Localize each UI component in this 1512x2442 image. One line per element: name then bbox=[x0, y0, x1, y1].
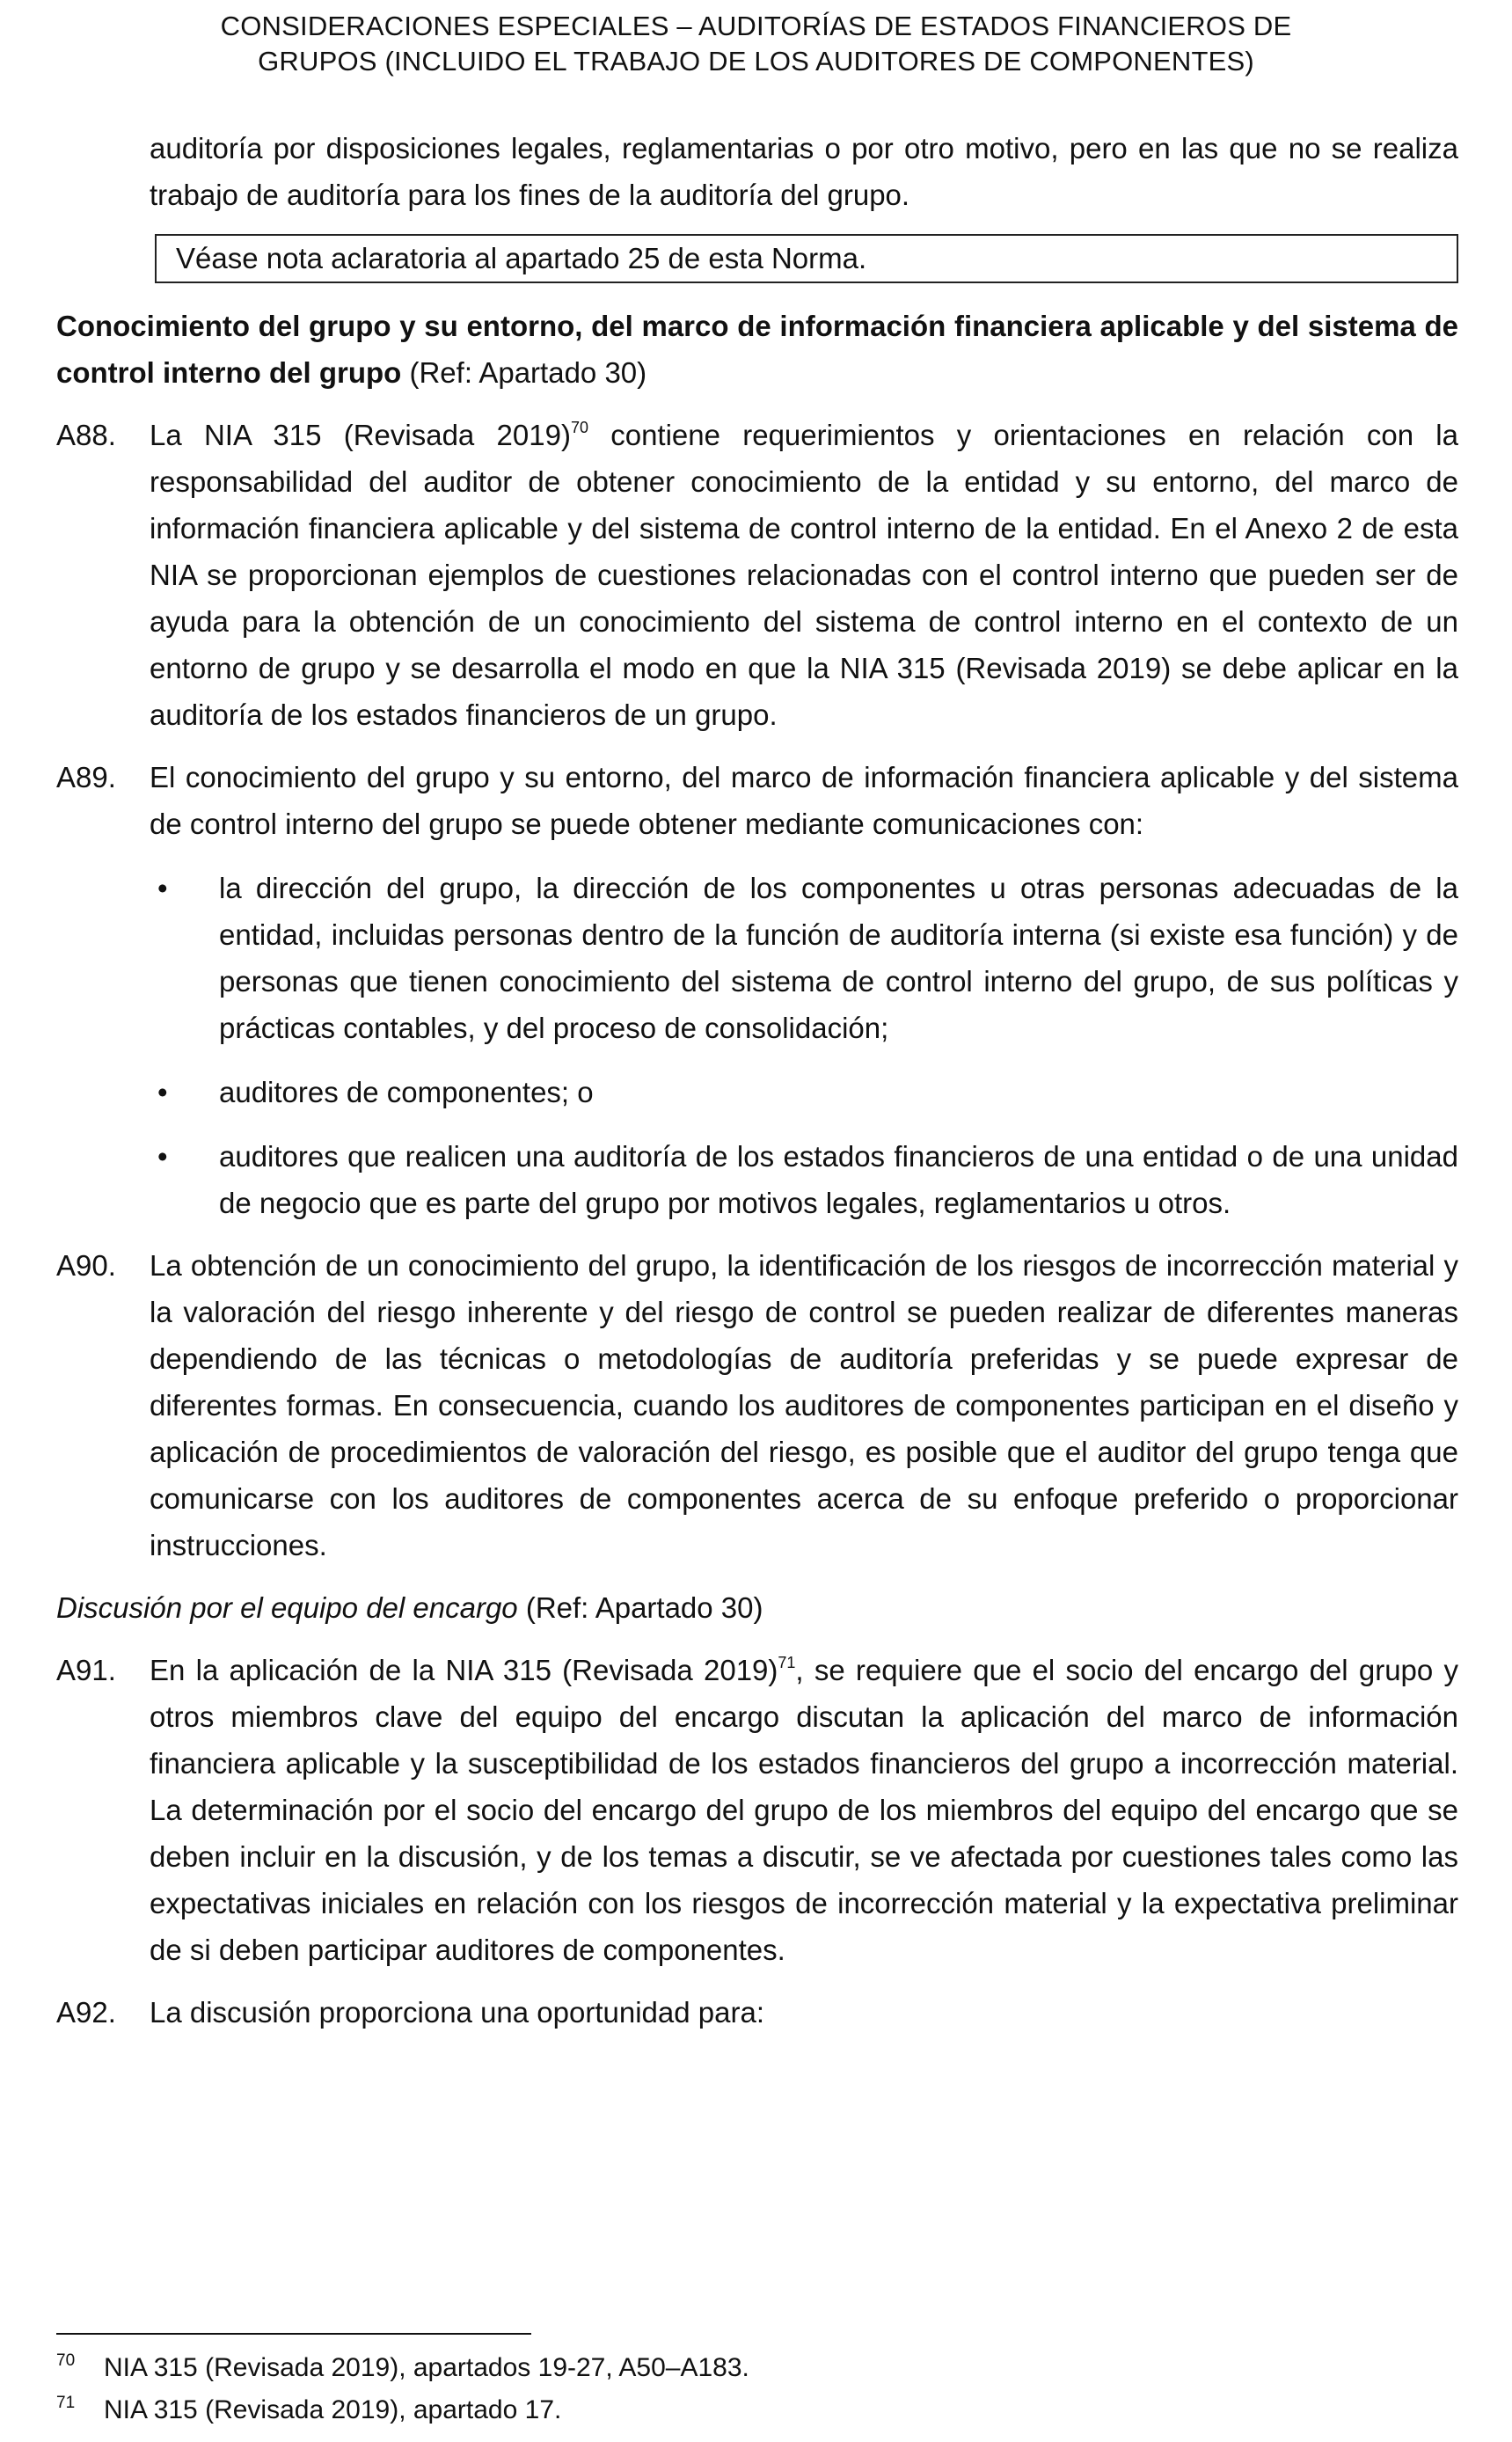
paragraph-number: A89. bbox=[56, 761, 116, 793]
running-header-line-2: GRUPOS (INCLUIDO EL TRABAJO DE LOS AUDITORES DE COMPONENTES) bbox=[258, 46, 1254, 77]
section-heading-group-knowledge bbox=[56, 303, 1458, 396]
footnote-ref-70[interactable]: 70 bbox=[570, 419, 588, 436]
bullet-symbol: • bbox=[157, 1076, 168, 1108]
paragraph-text: El conocimiento del grupo y su entorno, del marco de información financiera aplicable y del sistema de control interno del grupo se puede obtener mediante comunicaciones con: bbox=[150, 761, 1458, 840]
section-heading-reference: (Ref: Apartado 30) bbox=[401, 356, 647, 389]
bullet-item bbox=[56, 1133, 1458, 1226]
paragraph-a90 bbox=[56, 1242, 1458, 1568]
section-heading-text: Conocimiento del grupo y su entorno, del marco de información financiera aplicable y del sistema de control interno del grupo bbox=[56, 310, 1458, 389]
footnote-text: NIA 315 (Revisada 2019), apartados 19-27, A50–A183. bbox=[104, 2353, 749, 2382]
paragraph-number: A88. bbox=[56, 419, 116, 451]
paragraph-a92 bbox=[56, 1989, 1458, 2036]
section-heading-reference: (Ref: Apartado 30) bbox=[517, 1591, 763, 1624]
paragraph-text-part: La NIA 315 (Revisada 2019) bbox=[150, 419, 571, 451]
footnote-70 bbox=[56, 2347, 1458, 2389]
bullet-item bbox=[56, 1069, 1458, 1115]
footnote-number: 71 bbox=[56, 2394, 76, 2412]
footnote-ref-71[interactable]: 71 bbox=[778, 1654, 796, 1671]
bullet-symbol: • bbox=[157, 872, 168, 904]
paragraph-number: A91. bbox=[56, 1654, 116, 1686]
paragraph-a88 bbox=[56, 412, 1458, 738]
paragraph-text-part: En la aplicación de la NIA 315 (Revisada 2019) bbox=[150, 1654, 778, 1686]
bullet-symbol: • bbox=[157, 1140, 168, 1173]
paragraph-text: La obtención de un conocimiento del grupo, la identificación de los riesgos de incorrección material y la valoración del riesgo inherente y del riesgo de control se pueden realizar de diferentes maneras dependiendo de las técnicas o metodologías de auditoría preferidas y se puede expresar de diferentes formas. En consecuencia, cuando los auditores de componentes participan en el diseño y aplicación de procedimientos de valoración del riesgo, es posible que el auditor del grupo tenga que comunicarse con los auditores de componentes acerca de su enfoque preferido o proporcionar instrucciones. bbox=[150, 1249, 1458, 1561]
footnotes bbox=[56, 2347, 1458, 2431]
paragraph-text-part: contiene requerimientos y orientaciones en relación con la responsabilidad del auditor de obtener conocimiento de la entidad y su entorno, del marco de información financiera aplicable y del sistema de control interno de la entidad. En el Anexo 2 de esta NIA se proporcionan ejemplos de cuestiones relacionadas con el control interno que pueden ser de ayuda para la obtención de un conocimiento del sistema de control interno en el contexto de un entorno de grupo y se desarrolla el modo en que la NIA 315 (Revisada 2019) se debe aplicar en la auditoría de los estados financieros de un grupo. bbox=[150, 419, 1458, 731]
bullet-item bbox=[56, 865, 1458, 1051]
paragraph-text bbox=[150, 1647, 1458, 1973]
paragraph-a91 bbox=[56, 1647, 1458, 1973]
section-heading-team-discussion bbox=[56, 1584, 1458, 1631]
explanatory-note-box: Véase nota aclaratoria al apartado 25 de esta Norma. bbox=[155, 234, 1458, 283]
continuation-text: auditoría por disposiciones legales, reglamentarias o por otro motivo, pero en las que no se realiza trabajo de auditoría para los fines de la auditoría del grupo. bbox=[150, 132, 1458, 211]
section-heading-text: Discusión por el equipo del encargo bbox=[56, 1591, 518, 1624]
footnote-71 bbox=[56, 2389, 1458, 2431]
footnote-number: 70 bbox=[56, 2351, 76, 2370]
paragraph-text bbox=[150, 412, 1458, 738]
bullet-text: auditores de componentes; o bbox=[219, 1076, 594, 1108]
footnote-text: NIA 315 (Revisada 2019), apartado 17. bbox=[104, 2395, 562, 2424]
running-header bbox=[176, 9, 1336, 79]
running-header-line-1: CONSIDERACIONES ESPECIALES – AUDITORÍAS DE ESTADOS FINANCIEROS DE bbox=[220, 11, 1292, 41]
paragraph-number: A90. bbox=[56, 1249, 116, 1282]
paragraph-a89 bbox=[56, 754, 1458, 847]
bullet-text: auditores que realicen una auditoría de los estados financieros de una entidad o de una unidad de negocio que es parte del grupo por motivos legales, reglamentarios u otros. bbox=[219, 1140, 1458, 1219]
page-body bbox=[56, 125, 1458, 2036]
paragraph-text: La discusión proporciona una oportunidad para: bbox=[150, 1996, 764, 2029]
footnote-separator bbox=[56, 2333, 531, 2335]
paragraph-text-part: , se requiere que el socio del encargo del grupo y otros miembros clave del equipo del encargo discutan la aplicación del marco de información financiera aplicable y la susceptibilidad de los estados financieros del grupo a incorrección material. La determinación por el socio del encargo del grupo de los miembros del equipo del encargo que se deben incluir en la discusión, y de los temas a discutir, se ve afectada por cuestiones tales como las expectativas iniciales en relación con los riesgos de incorrección material y la expectativa preliminar de si deben participar auditores de componentes. bbox=[150, 1654, 1458, 1966]
paragraph-number: A92. bbox=[56, 1996, 116, 2029]
bullet-text: la dirección del grupo, la dirección de los componentes u otras personas adecuadas de la entidad, incluidas personas dentro de la función de auditoría interna (si existe esa función) y de personas que tienen conocimiento del sistema de control interno del grupo, de sus políticas y prácticas contables, y del proceso de consolidación; bbox=[219, 872, 1458, 1044]
